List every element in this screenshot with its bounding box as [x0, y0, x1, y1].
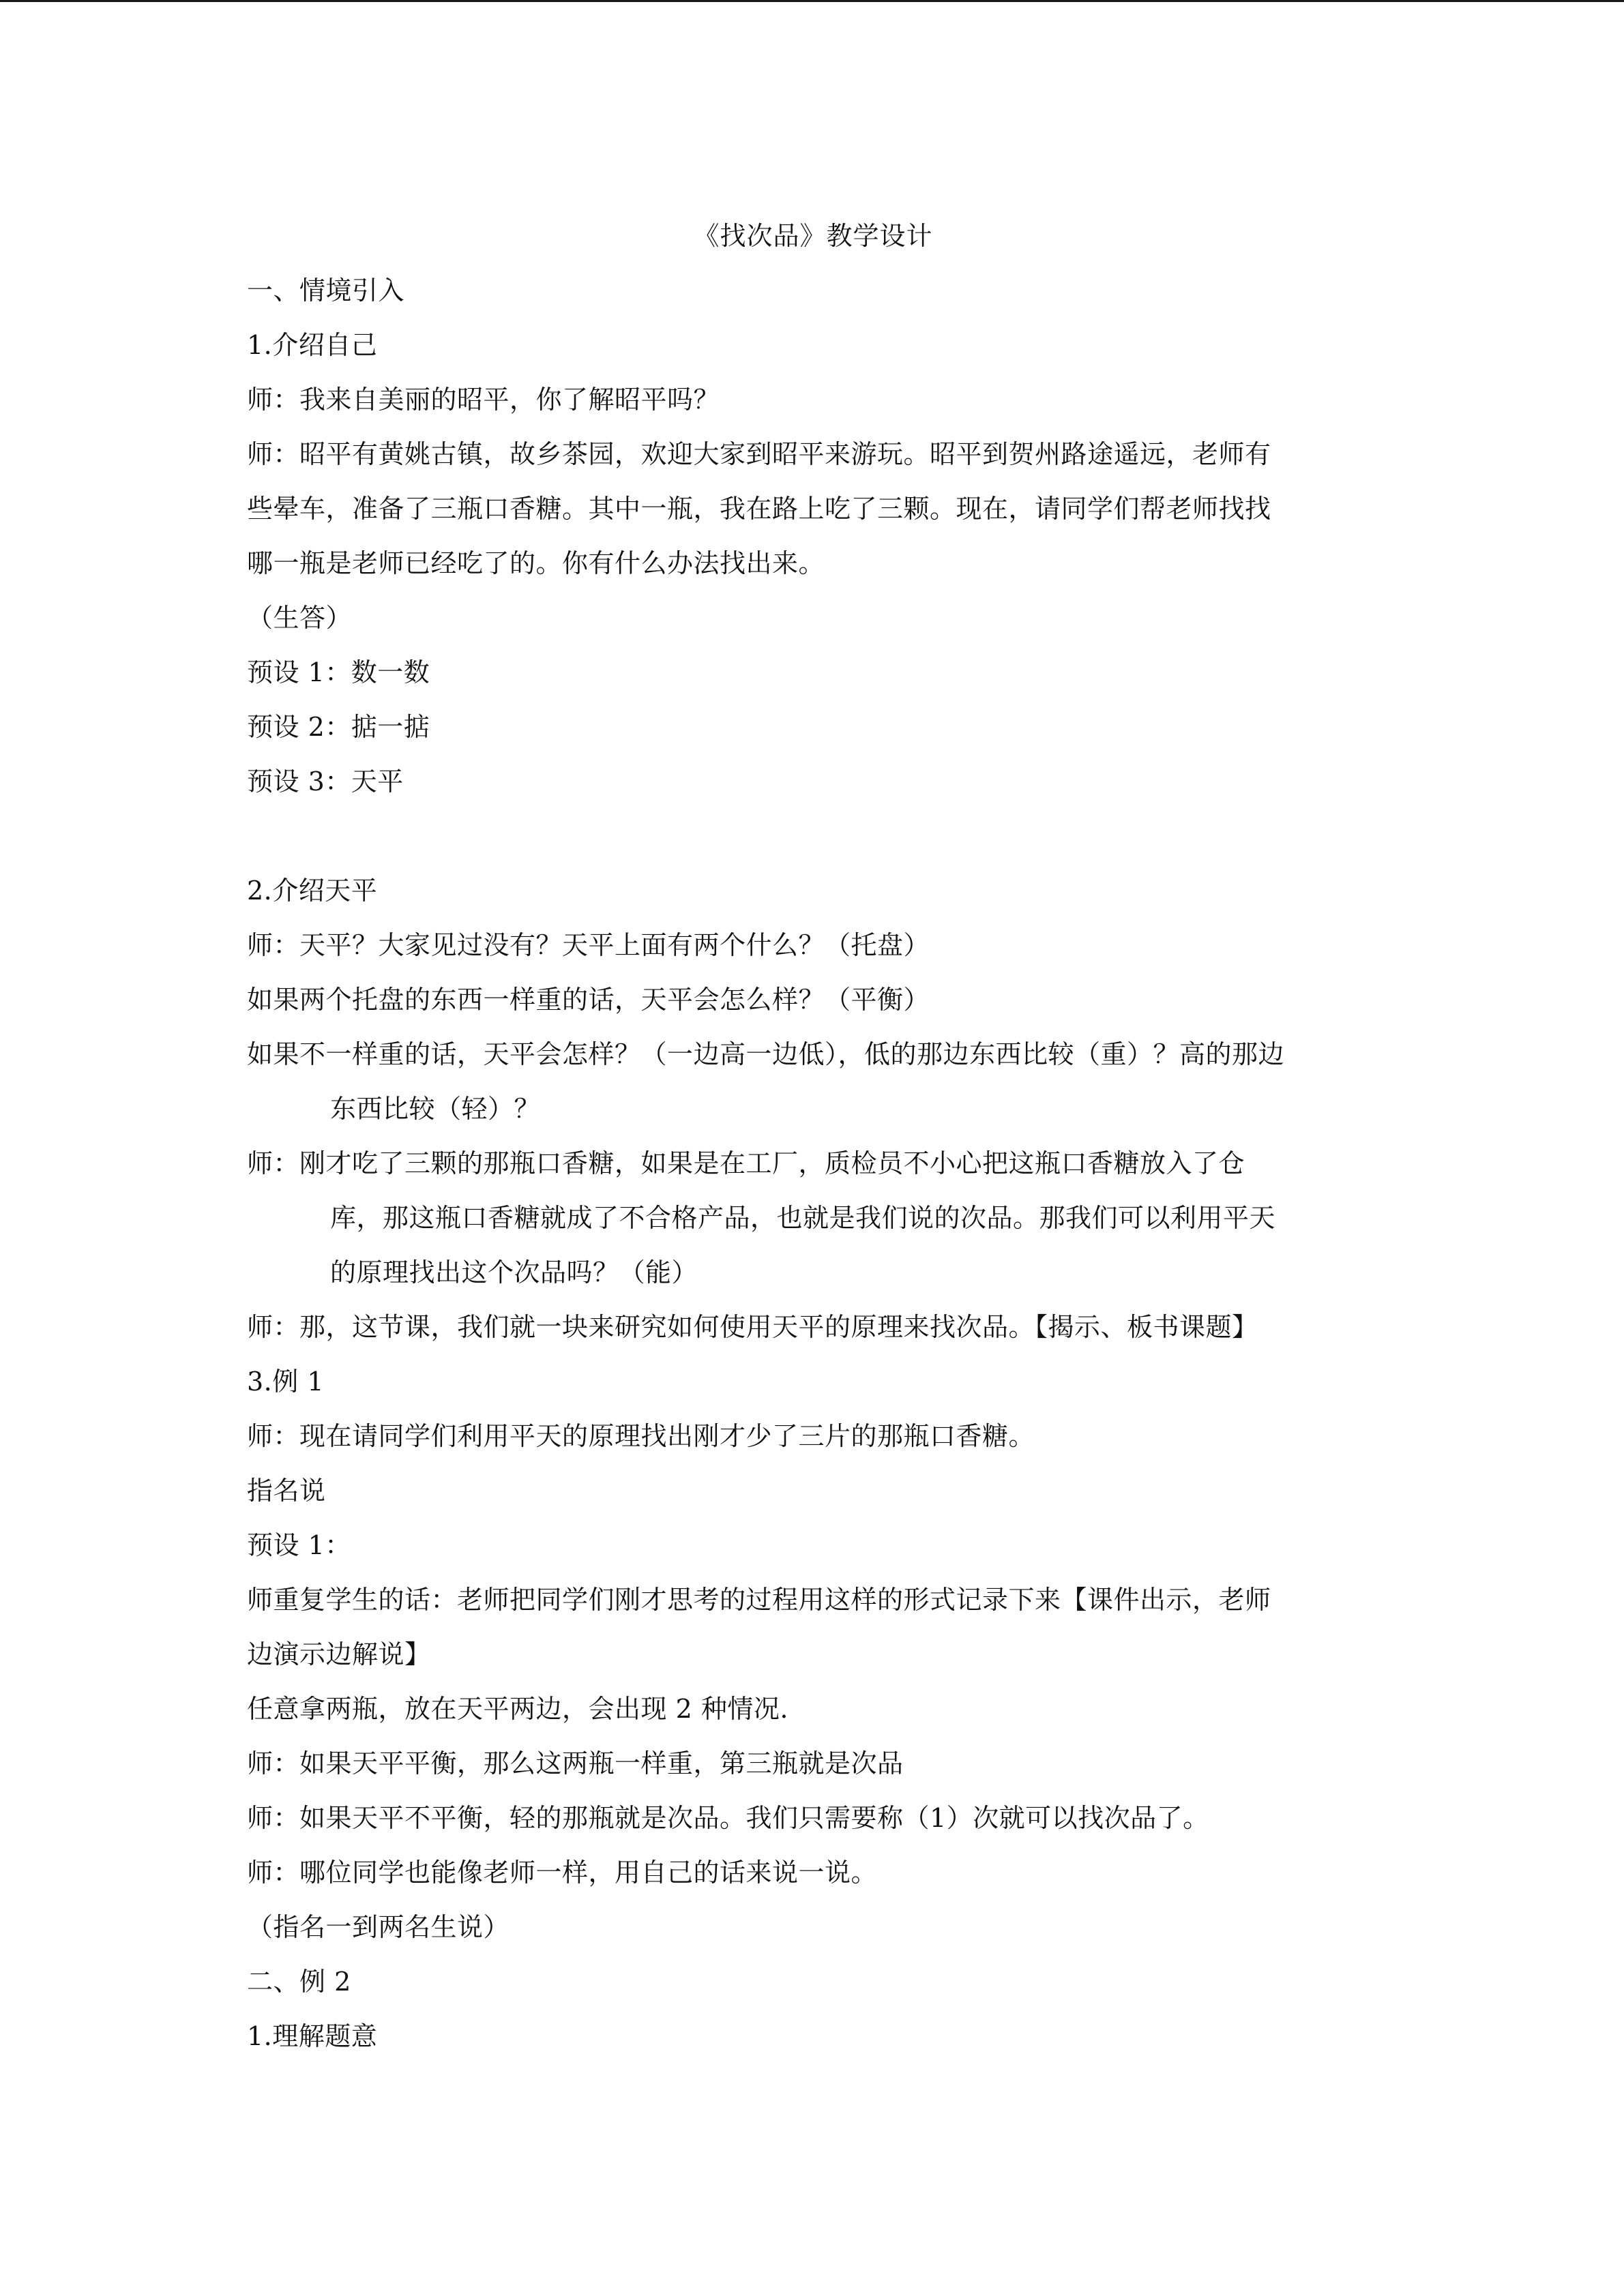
paragraph-line: 边演示边解说】 — [247, 1639, 431, 1669]
paragraph-line-indented: 的原理找出这个次品吗？（能） — [330, 1257, 698, 1287]
paragraph-line: 师：昭平有黄姚古镇，故乡茶园，欢迎大家到昭平来游玩。昭平到贺州路途遥远，老师有 — [247, 439, 1271, 469]
paragraph-line: 如果两个托盘的东西一样重的话，天平会怎么样？（平衡） — [247, 985, 930, 1015]
paragraph-line: 师：天平？大家见过没有？天平上面有两个什么？（托盘） — [247, 930, 930, 960]
document-title: 《找次品》教学设计 — [693, 221, 933, 251]
section-heading-2: 二、例 2 — [247, 1967, 351, 1997]
paragraph-line-indented: 东西比较（轻）？ — [330, 1094, 541, 1124]
subsection-heading: 1.理解题意 — [247, 2021, 378, 2051]
paragraph-line: 师：刚才吃了三颗的那瓶口香糖，如果是在工厂，质检员不小心把这瓶口香糖放入了仓 — [247, 1148, 1245, 1178]
paragraph-line: （生答） — [247, 603, 353, 633]
blank-line — [247, 809, 1379, 863]
paragraph-line: 师：哪位同学也能像老师一样，用自己的话来说一说。 — [247, 1858, 878, 1888]
subsection-heading: 3.例 1 — [247, 1367, 325, 1397]
paragraph-line: 指名说 — [247, 1476, 326, 1506]
paragraph-line: （指名一到两名生说） — [247, 1912, 510, 1942]
paragraph-line: 哪一瓶是老师已经吃了的。你有什么办法找出来。 — [247, 548, 825, 578]
paragraph-line: 师：如果天平平衡，那么这两瓶一样重，第三瓶就是次品 — [247, 1748, 904, 1778]
paragraph-line: 师：我来自美丽的昭平，你了解昭平吗？ — [247, 385, 720, 415]
section-heading-1: 一、情境引入 — [247, 275, 405, 305]
list-item: 预设 2：掂一掂 — [247, 712, 430, 742]
subsection-heading: 1.介绍自己 — [247, 330, 378, 360]
paragraph-line: 师：那，这节课，我们就一块来研究如何使用天平的原理来找次品。【揭示、板书课题】 — [247, 1312, 1258, 1342]
paragraph-line: 师：现在请同学们利用平天的原理找出刚才少了三片的那瓶口香糖。 — [247, 1421, 1035, 1451]
document-page — [247, 209, 1379, 2063]
page-top-border — [0, 0, 1624, 2]
paragraph-line: 任意拿两瓶，放在天平两边，会出现 2 种情况. — [247, 1694, 788, 1724]
list-item: 预设 1： — [247, 1530, 351, 1560]
list-item: 预设 3：天平 — [247, 766, 404, 796]
subsection-heading: 2.介绍天平 — [247, 876, 378, 906]
paragraph-line: 师：如果天平不平衡，轻的那瓶就是次品。我们只需要称（1）次就可以找次品了。 — [247, 1803, 1209, 1833]
paragraph-line: 如果不一样重的话，天平会怎样？（一边高一边低），低的那边东西比较（重）？高的那边 — [247, 1039, 1285, 1069]
paragraph-line: 些晕车，准备了三瓶口香糖。其中一瓶，我在路上吃了三颗。现在，请同学们帮老师找找 — [247, 494, 1271, 524]
list-item: 预设 1：数一数 — [247, 657, 430, 687]
paragraph-line: 师重复学生的话：老师把同学们刚才思考的过程用这样的形式记录下来【课件出示，老师 — [247, 1585, 1271, 1615]
paragraph-line-indented: 库，那这瓶口香糖就成了不合格产品，也就是我们说的次品。那我们可以利用平天 — [330, 1203, 1276, 1233]
